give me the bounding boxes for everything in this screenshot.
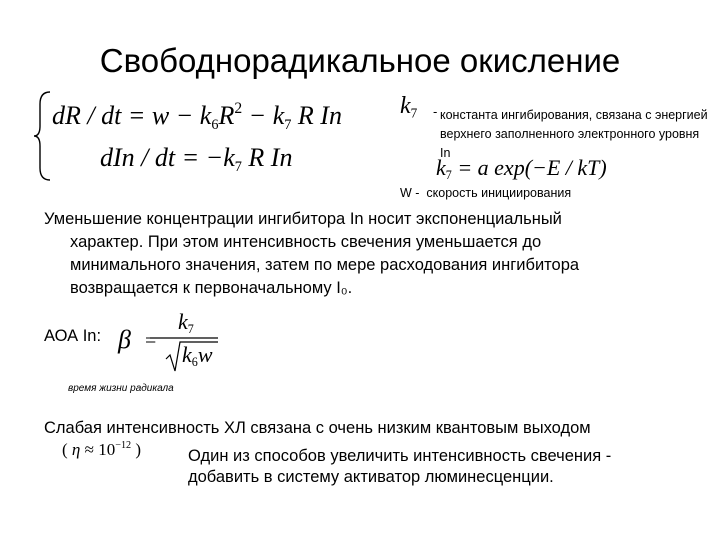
- beta-symbol: β: [118, 325, 131, 354]
- k7-description: константа ингибирования, связана с энергией верхнего заполненного электронного уровня In: [440, 108, 708, 160]
- slide-title: Свободнорадикальное окисление: [99, 42, 621, 79]
- aoa-label: АОА In:: [44, 327, 102, 345]
- fraction-denominator: $k_6w$: [182, 342, 213, 370]
- k7-symbol: $k_7$: [400, 93, 418, 121]
- quantum-yield-formula: ( $\eta \approx 10^{-12}$ ): [62, 440, 142, 460]
- equation-inhibitor-rate: dIn / dt = $-k_7$ R In: [100, 143, 293, 175]
- system-brace: [34, 90, 54, 182]
- fraction-numerator: $k_7$: [178, 309, 194, 337]
- chemiluminescence-paragraph: Слабая интенсивность ХЛ связана с очень низким квантовым выходом: [44, 419, 591, 437]
- equation-radical-rate: dR / dt = $w - k_6R^2 - k_7$ R In: [52, 100, 342, 133]
- inhibitor-paragraph: Уменьшение концентрации ингибитора In носит экспоненциальный характер. При этом интенсивность свечения уменьшается до минимального значения, затем по мере расходования ингибитора возвращается к первоначальному I₀.: [44, 210, 580, 297]
- beta-equals: =: [145, 330, 157, 352]
- radical-lifetime-label: время жизни радикала: [68, 383, 174, 394]
- arrhenius-equation: $k_7 = a$ exp(−E / kT): [436, 155, 607, 183]
- activator-paragraph: Один из способов увеличить интенсивность свечения - добавить в систему активатор люминесценции.: [188, 447, 612, 486]
- k7-dash: -: [433, 104, 438, 119]
- w-definition: W - скорость инициирования: [400, 186, 572, 200]
